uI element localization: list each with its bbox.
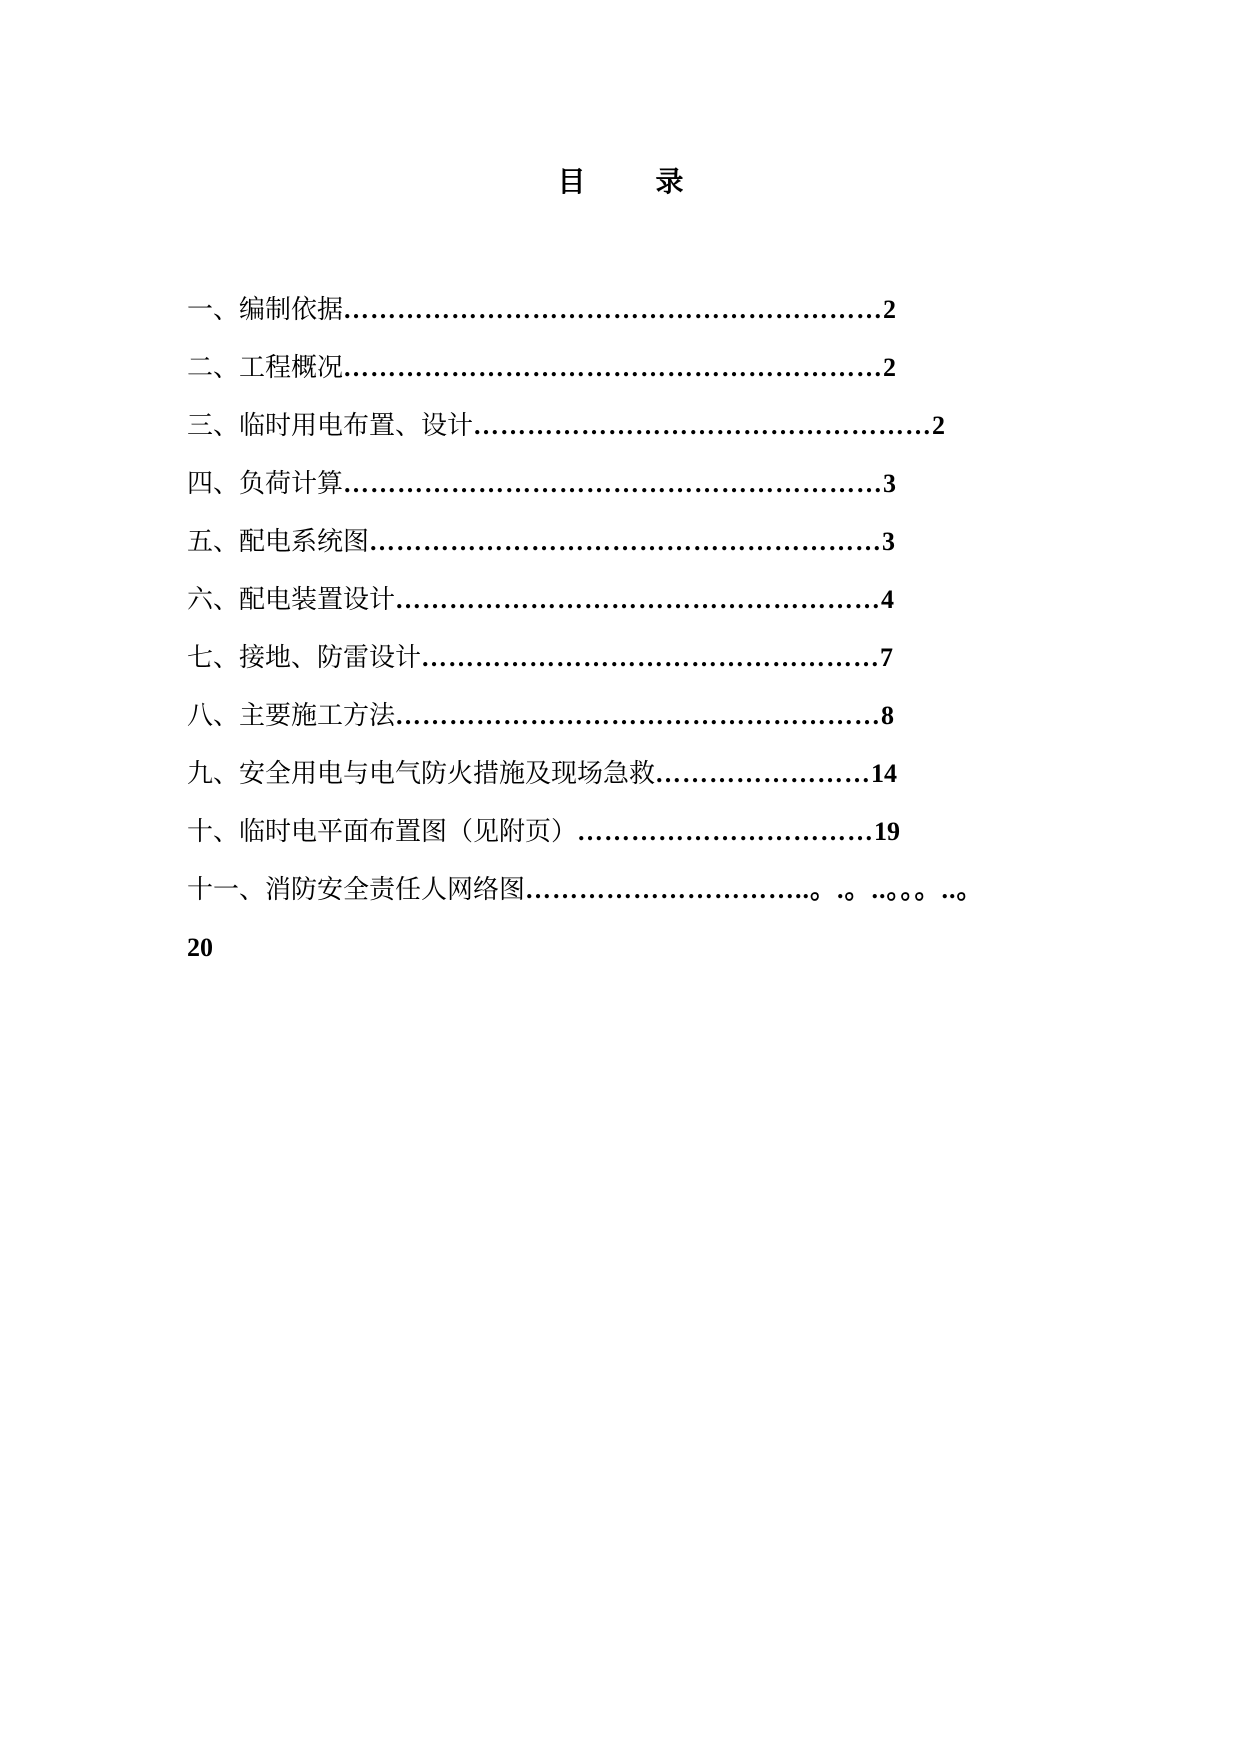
toc-entry-label: 十一、消防安全责任人网络图 bbox=[187, 875, 526, 905]
toc-entry-3[interactable] bbox=[187, 406, 945, 446]
toc-entry-label: 八、主要施工方法 bbox=[187, 701, 396, 731]
toc-entry-10[interactable] bbox=[187, 812, 900, 852]
toc-entry-5[interactable] bbox=[187, 522, 895, 562]
toc-entry-label: 二、工程概况 bbox=[187, 353, 344, 383]
toc-entry-11[interactable] bbox=[187, 870, 984, 910]
toc-entry-leader: …………………………..。.。..。。。..。 bbox=[525, 875, 984, 904]
toc-entry-leader: ……………………………………………… bbox=[395, 701, 882, 730]
toc-entry-label: 七、接地、防雷设计 bbox=[187, 643, 422, 673]
toc-entry-page: 4 bbox=[881, 585, 895, 614]
toc-entry-leader: …………………… bbox=[655, 759, 872, 788]
toc-entry-leader: …………………………… bbox=[577, 817, 875, 846]
toc-entry-leader: …………………………………………………… bbox=[343, 295, 884, 324]
toc-entry-leader: ………………………………………………… bbox=[369, 527, 883, 556]
toc-entry-8[interactable] bbox=[187, 696, 894, 736]
toc-entry-leader: …………………………………………………… bbox=[343, 353, 884, 382]
toc-entry-leader: …………………………………………………… bbox=[343, 469, 884, 498]
page-title-part1: 目 bbox=[557, 165, 586, 198]
page-title-part2: 录 bbox=[655, 165, 684, 198]
toc-entry-page: 8 bbox=[881, 701, 895, 730]
toc-entry-leader: ……………………………………………… bbox=[395, 585, 882, 614]
toc-entry-7[interactable] bbox=[187, 638, 893, 678]
toc-entry-2[interactable] bbox=[187, 348, 896, 388]
toc-entry-page: 2 bbox=[932, 411, 946, 440]
toc-entry-label: 九、安全用电与电气防火措施及现场急救 bbox=[187, 759, 656, 789]
toc-entry-label: 五、配电系统图 bbox=[187, 527, 370, 557]
page-title bbox=[0, 160, 1241, 200]
toc-entry-label: 四、负荷计算 bbox=[187, 469, 344, 499]
toc-entry-label: 十、临时电平面布置图（见附页） bbox=[187, 817, 578, 847]
toc-entry-page: 3 bbox=[882, 527, 896, 556]
toc-entry-page: 2 bbox=[883, 295, 897, 324]
toc-entry-leader: …………………………………………… bbox=[473, 411, 933, 440]
toc-entry-page: 14 bbox=[871, 759, 898, 788]
toc-entry-page: 3 bbox=[883, 469, 897, 498]
toc-entry-11-page: 20 bbox=[187, 933, 213, 962]
toc-entry-leader: …………………………………………… bbox=[421, 643, 881, 672]
toc-entry-1[interactable] bbox=[187, 290, 896, 330]
toc-entry-page: 7 bbox=[880, 643, 894, 672]
toc-entry-6[interactable] bbox=[187, 580, 894, 620]
toc-entry-4[interactable] bbox=[187, 464, 896, 504]
toc-entry-label: 一、编制依据 bbox=[187, 295, 344, 325]
toc-entry-page: 2 bbox=[883, 353, 897, 382]
toc-entry-page: 19 bbox=[874, 817, 901, 846]
toc-entry-9[interactable] bbox=[187, 754, 897, 794]
toc-entry-label: 六、配电装置设计 bbox=[187, 585, 396, 615]
toc-entry-label: 三、临时用电布置、设计 bbox=[187, 411, 474, 441]
